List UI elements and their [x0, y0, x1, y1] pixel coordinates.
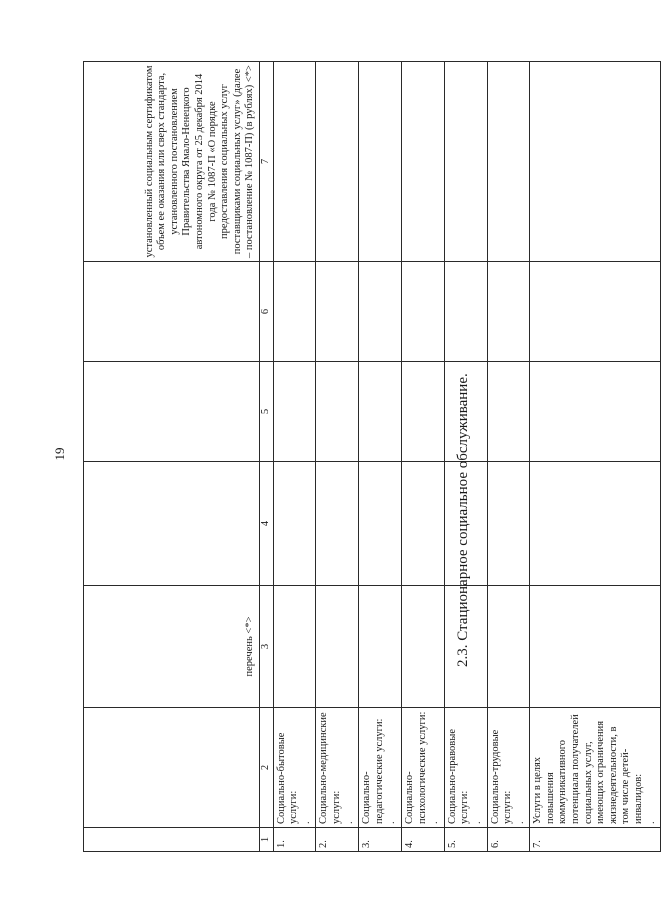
row-dot: . [514, 821, 526, 824]
row-cell [273, 262, 316, 362]
header-cell-6 [84, 262, 260, 362]
row-number: 5. [444, 828, 487, 852]
header-cell-4 [84, 462, 260, 586]
row-number: 2. [316, 828, 359, 852]
row-service-name: Социально-трудовые услуги: . [487, 708, 530, 828]
row-cell [401, 62, 444, 262]
row-number: 6. [487, 828, 530, 852]
row-cell [530, 586, 661, 708]
row-cell [316, 362, 359, 462]
row-number: 1. [273, 828, 316, 852]
row-service-name: Социально-педагогические услуги: . [359, 708, 402, 828]
row-dot: . [645, 821, 657, 824]
row-cell [316, 462, 359, 586]
row-cell [273, 62, 316, 262]
row-number: 3. [359, 828, 402, 852]
row-cell [273, 362, 316, 462]
row-cell [401, 262, 444, 362]
section-heading: 2.3. Стационарное социальное обслуживание. [455, 373, 471, 667]
row-cell [273, 462, 316, 586]
row-cell [359, 462, 402, 586]
row-cell [487, 62, 530, 262]
row-cell [401, 362, 444, 462]
header-cell-1 [84, 828, 260, 852]
row-service-name: Социально-психологические услуги: . [401, 708, 444, 828]
row-cell [359, 362, 402, 462]
table-row [273, 62, 316, 852]
services-table [83, 62, 657, 852]
row-cell [316, 586, 359, 708]
row-cell [487, 462, 530, 586]
column-number-row [260, 62, 274, 852]
header-cell-3 [84, 586, 260, 708]
header-cell-7 [84, 62, 260, 262]
row-service-name: Социально-медицинские услуги: . [316, 708, 359, 828]
header-cell-5 [84, 362, 260, 462]
row-dot: . [300, 821, 312, 824]
table-row [487, 62, 530, 852]
col-number: 7 [260, 62, 274, 262]
row-cell [487, 362, 530, 462]
row-dot: . [429, 821, 441, 824]
col-number: 6 [260, 262, 274, 362]
row-dot: . [386, 821, 398, 824]
row-cell [273, 586, 316, 708]
col-number: 5 [260, 362, 274, 462]
header-cell-2 [84, 708, 260, 828]
header-cost-label: установленный социальным сертификатом объем ее оказания или сверх стандарта, установленного постановлением Правительства Ямало-Ненецкого автономного округа от 25 декабря 2014 года № 1087-П «О порядке предоставления социальных услуг поставщиками социальных услуг» (далее – постановление № 1087-П) (в рублях) <*> [143, 65, 256, 258]
table-row [316, 62, 359, 852]
col-number: 1 [260, 828, 274, 852]
row-cell [316, 62, 359, 262]
table-row [359, 62, 402, 852]
table-row [530, 62, 661, 852]
row-cell [487, 586, 530, 708]
row-cell [359, 62, 402, 262]
row-service-name: Социально-бытовые услуги: . [273, 708, 316, 828]
row-cell [359, 262, 402, 362]
row-cell [444, 262, 487, 362]
col-number: 4 [260, 462, 274, 586]
col-number: 2 [260, 708, 274, 828]
table-row [401, 62, 444, 852]
row-dot: . [343, 821, 355, 824]
row-cell [401, 586, 444, 708]
row-cell [401, 462, 444, 586]
row-number: 7. [530, 828, 661, 852]
row-cell [530, 62, 661, 262]
header-row [84, 62, 260, 852]
page-number: 19 [52, 447, 67, 461]
row-cell [316, 262, 359, 362]
row-cell [530, 362, 661, 462]
row-service-name: Услуги в целях повышения коммуникативного потенциала получателей социальных услуг, имеющих ограничения жизнедеятельности, в том числе детей-инвалидов: . [530, 708, 661, 828]
row-cell [487, 262, 530, 362]
row-cell [530, 462, 661, 586]
row-service-name: Социально-правовые услуги: . [444, 708, 487, 828]
row-dot: . [471, 821, 483, 824]
col-number: 3 [260, 586, 274, 708]
row-number: 4. [401, 828, 444, 852]
row-cell [359, 586, 402, 708]
header-list-label: перечень <*> [244, 616, 256, 677]
row-cell [444, 62, 487, 262]
row-cell [530, 262, 661, 362]
